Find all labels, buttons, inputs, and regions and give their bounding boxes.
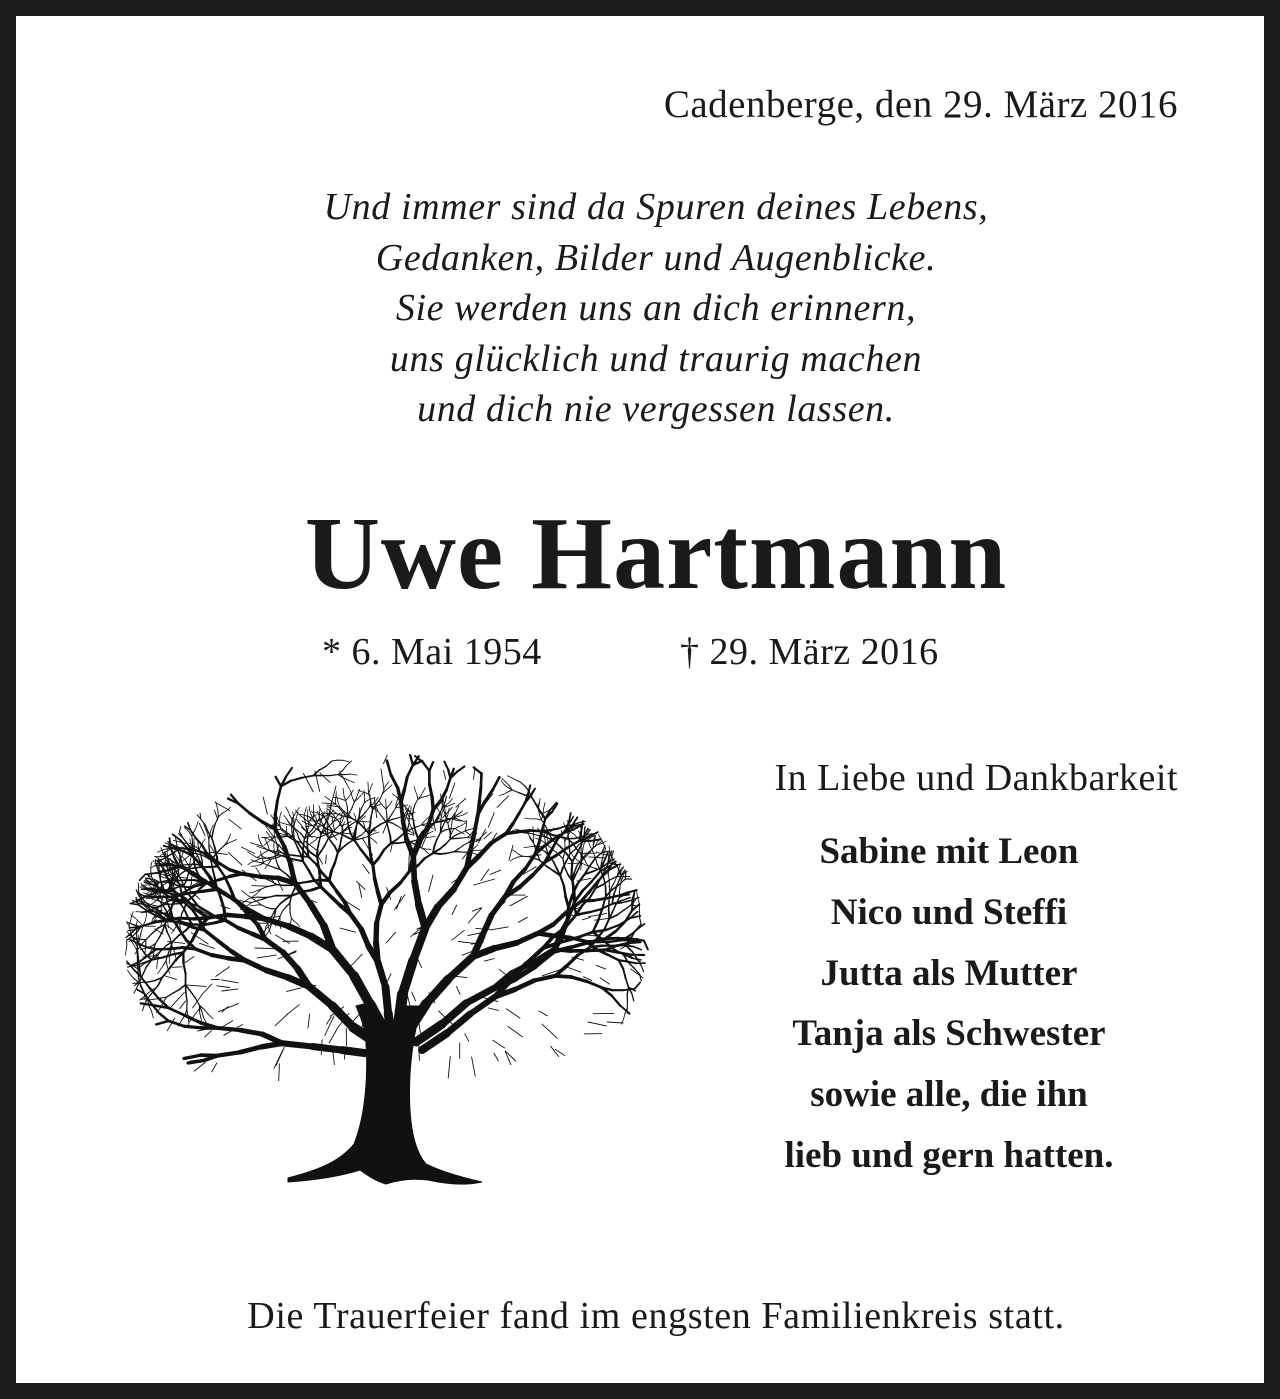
poem-line: und dich nie vergessen lassen. (417, 388, 895, 430)
deceased-name: Uwe Hartmann (304, 496, 1008, 611)
poem-line: Und immer sind da Spuren deines Lebens, (323, 186, 989, 228)
signer-line: Tanja als Schwester (792, 1013, 1106, 1055)
poem-line: Sie werden uns an dich erinnern, (395, 287, 917, 329)
signer-line: sowie alle, die ihn (810, 1074, 1088, 1116)
place-date: Cadenberge, den 29. März 2016 (663, 83, 1178, 126)
birth-date: * 6. Mai 1954 (322, 631, 542, 673)
dedication: In Liebe und Dankbarkeit (774, 757, 1178, 799)
signers (676, 822, 1222, 1187)
signer-line: lieb und gern hatten. (784, 1134, 1114, 1176)
poem (16, 182, 1280, 435)
tree-crown (125, 755, 648, 1081)
tree-illustration (116, 744, 656, 1194)
signer-line: Nico und Steffi (830, 891, 1068, 933)
funeral-note: Die Trauerfeier fand im engsten Familienkreis statt. (247, 1295, 1065, 1337)
poem-line: uns glücklich und traurig machen (389, 337, 923, 380)
signer-line: Sabine mit Leon (819, 831, 1079, 872)
signer-line: Jutta als Mutter (820, 952, 1078, 994)
death-date: † 29. März 2016 (680, 631, 939, 673)
poem-line: Gedanken, Bilder und Augenblicke. (375, 236, 937, 279)
